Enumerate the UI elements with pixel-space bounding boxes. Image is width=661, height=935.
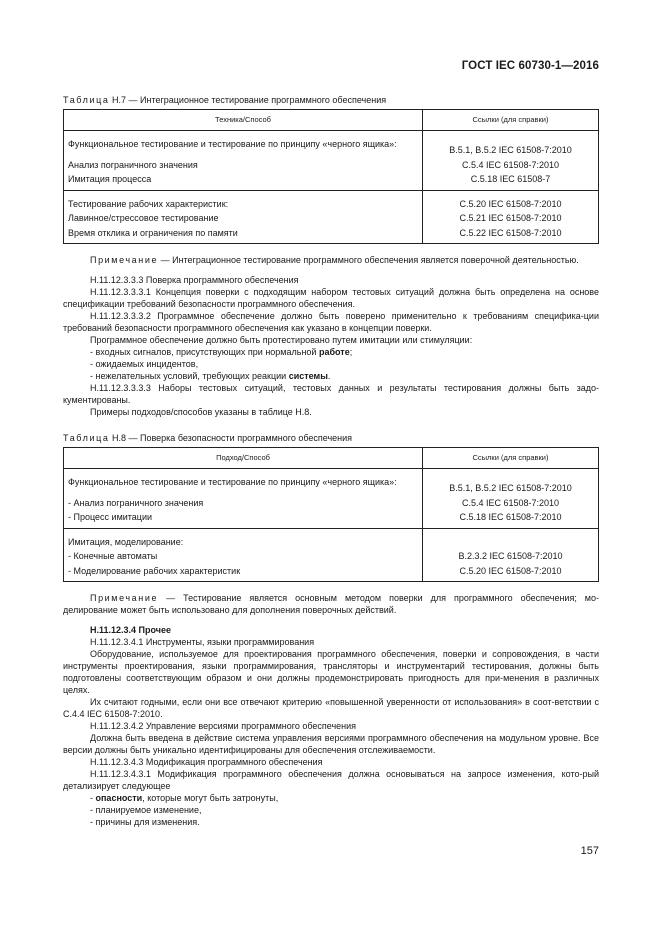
paragraph: Н.11.12.3.4.3.1 Модификация программного обеспечения должна основываться на запросе изменения, кото-рый детализирует следующее: [63, 769, 599, 791]
paragraph: Примеры подходов/способов указаны в таблице Н.8.: [90, 407, 312, 417]
list-item-text: ;: [349, 347, 353, 357]
table-row: [64, 158, 599, 173]
table-row: [64, 226, 599, 244]
table-cell: В.5.1, В.5.2 IEC 61508-7:2010: [423, 469, 599, 496]
list-item-text: -: [90, 793, 96, 803]
list-item: [63, 792, 599, 804]
table-cell: С.5.18 IEC 61508-7:2010: [423, 510, 599, 528]
table-row: [64, 496, 599, 511]
subsection-heading: Н.11.12.3.4.1 Инструменты, языки программирования: [90, 637, 315, 647]
table-cell: - Конечные автоматы: [64, 549, 423, 564]
list-item: - планируемое изменение,: [90, 805, 202, 815]
paragraph: Н.11.12.3.3.3.2 Программное обеспечение должно быть поверено применительно к требованиям специфика-ции требований безопасности программного обеспечения как указано в концепции поверки.: [63, 311, 599, 333]
table-header-row: [64, 448, 599, 469]
table-row: [64, 549, 599, 564]
table-row: [64, 528, 599, 549]
column-header-references: Ссылки (для справки): [423, 110, 599, 131]
table-cell: С.5.4 IEC 61508-7:2010: [423, 496, 599, 511]
page-number: 157: [580, 845, 599, 857]
list-item-bold: работе: [318, 347, 350, 357]
table-cell: С.5.18 IEC 61508-7: [423, 172, 599, 190]
list-item-text: , которые могут быть затронуты,: [142, 793, 279, 803]
note-prefix: Примечание: [90, 255, 159, 265]
paragraph: Н.11.12.3.3.3.1 Концепция поверки с подходящим набором тестовых ситуаций должна быть определена на основе спецификации требований безопасности программного обеспечения.: [63, 287, 599, 309]
table-row: [64, 131, 599, 158]
table-cell: - Анализ пограничного значения: [64, 496, 423, 511]
table-h7: [63, 109, 599, 244]
paragraph: Оборудование, используемое для проектирования программного обеспечения, поверки и сопровождения, в части инструменты проектирования, языки программирования, трансляторы и инструментарий тестирования, должны быть подготовлены соответствующим образом и они должны продемонстрировать пригодность для при-менения в различных целях.: [63, 649, 599, 695]
note-paragraph: [63, 592, 599, 616]
table-cell: С.5.20 IEC 61508-7:2010: [423, 564, 599, 582]
table-cell: В.5.1, В.5.2 IEC 61508-7:2010: [423, 131, 599, 158]
table-cell: - Моделирование рабочих характеристик: [64, 564, 423, 582]
table-cell: Имитация процесса: [64, 172, 423, 190]
list-item-bold: опасности: [95, 793, 143, 803]
table-cell: [423, 528, 599, 549]
table-caption-prefix: Таблица: [63, 433, 110, 443]
note-prefix: Примечание: [90, 593, 159, 603]
table-cell: С.5.21 IEC 61508-7:2010: [423, 211, 599, 226]
table-cell: С.5.4 IEC 61508-7:2010: [423, 158, 599, 173]
table-caption-prefix: Таблица: [63, 95, 110, 105]
list-item-bold: системы: [288, 371, 328, 381]
table-header-row: [64, 110, 599, 131]
paragraph: Н.11.12.3.3.3.3 Наборы тестовых ситуаций, тестовых данных и результаты тестирования должны быть задо-кументированы.: [63, 383, 599, 405]
paragraph: Их считают годными, если они все отвечают критерию «повышенной уверенности от использования» в соот-ветствии с С.4.4 IEC 61508-7:2010.: [63, 697, 599, 719]
document-header: ГОСТ IEC 60730-1—2016: [461, 60, 599, 72]
table-h8-caption: [63, 432, 599, 444]
list-item: - причины для изменения.: [90, 817, 200, 827]
list-item: [63, 346, 599, 358]
section-heading: [63, 624, 599, 636]
table-cell: Функциональное тестирование и тестирование по принципу «черного ящика»:: [64, 131, 423, 158]
list-item-text: - входных сигналов, присутствующих при нормальной: [90, 347, 319, 357]
section-heading-text: Н.11.12.3.4 Прочее: [90, 625, 172, 635]
table-cell: Анализ пограничного значения: [64, 158, 423, 173]
table-cell: - Процесс имитации: [64, 510, 423, 528]
table-caption-text: Н.7 — Интеграционное тестирование программного обеспечения: [109, 95, 387, 105]
table-row: [64, 564, 599, 582]
table-cell: Время отклика и ограничения по памяти: [64, 226, 423, 244]
note-paragraph: [63, 254, 599, 266]
table-caption-text: Н.8 — Поверка безопасности программного обеспечения: [109, 433, 353, 443]
list-item-text: .: [327, 371, 331, 381]
table-cell: В.2.3.2 IEC 61508-7:2010: [423, 549, 599, 564]
table-cell: С.5.22 IEC 61508-7:2010: [423, 226, 599, 244]
table-row: [64, 172, 599, 190]
table-row: [64, 510, 599, 528]
list-item: [63, 370, 599, 382]
column-header-references: Ссылки (для справки): [423, 448, 599, 469]
table-cell: Лавинное/стрессовое тестирование: [64, 211, 423, 226]
table-row: [64, 211, 599, 226]
table-cell: Функциональное тестирование и тестирование по принципу «черного ящика»:: [64, 469, 423, 496]
subsection-heading: Н.11.12.3.4.2 Управление версиями программного обеспечения: [90, 721, 357, 731]
table-h8: [63, 447, 599, 582]
paragraph: Должна быть введена в действие система управления версиями программного обеспечения на модульном уровне. Все версии должны быть уникально идентифицированы для обеспечения отслеживаемости.: [63, 733, 599, 755]
table-row: [64, 190, 599, 211]
table-cell: С.5.20 IEC 61508-7:2010: [423, 190, 599, 211]
subsection-heading: Н.11.12.3.4.3 Модификация программного обеспечения: [90, 757, 323, 767]
section-heading: Н.11.12.3.3.3 Поверка программного обеспечения: [90, 275, 299, 285]
table-cell: Тестирование рабочих характеристик:: [64, 190, 423, 211]
list-item: - ожидаемых инцидентов,: [90, 359, 199, 369]
column-header-technique: Техника/Способ: [64, 110, 423, 131]
note-text: — Тестирование является основным методом поверки для программного обеспечения; мо-делирование может быть использовано для дополнения поверочных действий.: [63, 593, 599, 615]
column-header-approach: Подход/Способ: [64, 448, 423, 469]
page-content: [63, 90, 599, 828]
table-row: [64, 469, 599, 496]
note-text: — Интеграционное тестирование программного обеспечения является поверочной деятельностью.: [158, 255, 579, 265]
list-item-text: - нежелательных условий, требующих реакции: [90, 371, 289, 381]
table-h7-caption: [63, 94, 599, 106]
paragraph: Программное обеспечение должно быть протестировано путем имитации или стимуляции:: [90, 335, 473, 345]
table-cell: Имитация, моделирование:: [64, 528, 423, 549]
